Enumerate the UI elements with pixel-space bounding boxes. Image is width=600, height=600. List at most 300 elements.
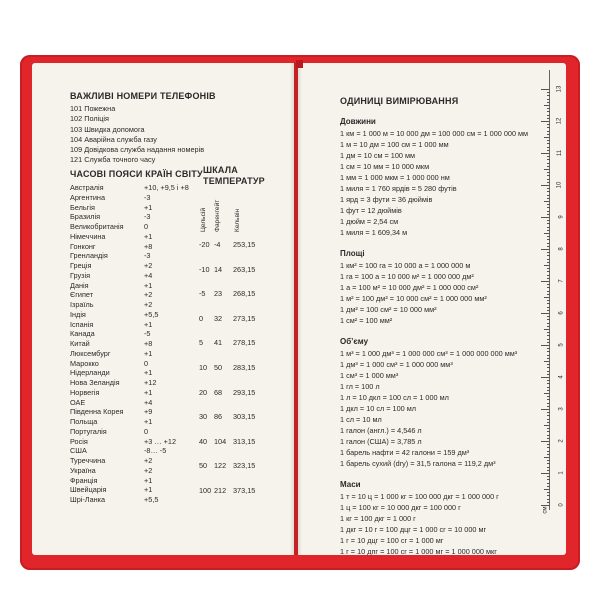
ruler-tick	[547, 102, 551, 103]
ruler-tick	[547, 95, 551, 96]
timezone-offset: +4	[144, 397, 153, 407]
ruler-tick	[547, 451, 551, 452]
timezone-row	[70, 378, 200, 388]
ruler-tick	[547, 115, 551, 116]
temp-kelvin: 323,15	[233, 461, 256, 471]
timezone-country: Україна	[70, 465, 96, 475]
ruler-tick	[547, 470, 551, 471]
ruler-tick	[547, 252, 551, 253]
temp-celsius: 10	[199, 362, 208, 372]
ruler-tick	[547, 319, 551, 320]
units-line: 1 м² = 100 дм² = 10 000 см² = 1 000 000 мм²	[340, 294, 487, 303]
timezone-row	[70, 339, 200, 349]
units-title: ОДИНИЦІ ВИМІРЮВАННЯ	[340, 96, 459, 106]
phone-item: 101 Пожежна	[70, 104, 116, 113]
ruler-tick	[547, 278, 551, 279]
temp-kelvin: 268,15	[233, 289, 256, 299]
timezone-country: Нідерланди	[70, 368, 110, 378]
timezone-row	[70, 300, 200, 310]
temp-kelvin: 253,15	[233, 240, 256, 249]
temp-celsius: 30	[199, 412, 208, 422]
ruler-tick	[547, 243, 551, 244]
timezone-offset: 0	[144, 222, 149, 231]
temp-fahrenheit: 23	[214, 289, 223, 299]
units-line: 1 галон (США) = 3,785 л	[340, 437, 422, 446]
units-section	[340, 337, 528, 470]
units-line: 1 мм = 1 000 мкм = 1 000 000 нм	[340, 173, 450, 182]
timezone-offset: +5,5	[144, 495, 159, 504]
ruler-tick	[547, 223, 551, 224]
ruler-tick	[541, 89, 550, 90]
phone-item: 104 Аварійна служба газу	[70, 134, 157, 144]
ruler-tick	[547, 463, 551, 464]
temperature-row	[199, 265, 259, 290]
units-line: 1 л = 10 дкл = 100 сл = 1 000 мл	[340, 393, 449, 402]
ruler-tick	[541, 345, 550, 346]
units-line: 1 дкг = 10 г = 100 дцг = 1 000 сг = 10 000 мг	[340, 525, 487, 534]
units-line: 1 м³ = 1 000 дм³ = 1 000 000 см³ = 1 000 000 000 мм³	[340, 349, 518, 358]
temp-kelvin: 263,15	[233, 264, 256, 274]
units-line: 1 км² = 100 га = 10 000 а = 1 000 000 м	[340, 261, 471, 270]
timezone-offset: +2	[144, 456, 153, 465]
ruler-tick	[547, 179, 551, 180]
timezone-row	[70, 329, 200, 339]
temp-fahrenheit: 14	[214, 264, 223, 274]
temp-kelvin: 293,15	[233, 387, 256, 397]
ruler-tick	[547, 166, 551, 167]
temp-celsius: 20	[199, 387, 208, 397]
temp-fahrenheit: 122	[214, 461, 227, 471]
temp-fahrenheit: -4	[214, 240, 221, 249]
timezone-offset: +2	[144, 290, 153, 300]
timezone-country: Єгипет	[70, 290, 94, 300]
ruler-tick	[541, 121, 550, 122]
timezones-table	[70, 183, 200, 505]
ruler-tick	[547, 182, 551, 183]
ruler-tick	[547, 428, 551, 429]
timezone-country: Китай	[70, 339, 90, 348]
units-line: 1 миля = 1 760 ярдів = 5 280 футів	[340, 184, 457, 193]
units-line: 1 ц = 100 кг = 10 000 дкг = 100 000 г	[340, 503, 461, 512]
temp-celsius: -5	[199, 289, 206, 299]
ruler-tick	[547, 380, 551, 381]
timezone-country: Ізраїль	[70, 300, 94, 309]
phone-item: 109 Довідкова служба надання номерів	[70, 145, 205, 155]
ruler-tick	[547, 118, 551, 119]
ruler-number: 3	[558, 407, 565, 411]
ruler-tick	[547, 323, 551, 324]
timezone-country: Марокко	[70, 358, 99, 368]
ruler-tick	[544, 105, 550, 106]
ruler-tick	[547, 502, 551, 503]
timezone-offset: +8	[144, 339, 153, 348]
ruler-number: 8	[558, 247, 565, 251]
ruler-tick	[547, 211, 551, 212]
temperature-row	[199, 388, 259, 413]
temperature-table	[199, 240, 259, 511]
ruler-unit: см	[542, 506, 549, 514]
ruler-tick	[541, 281, 550, 282]
timezone-offset: 0	[144, 358, 149, 368]
units-line: 1 дюйм = 2,54 см	[340, 217, 399, 226]
ruler-tick	[547, 371, 551, 372]
units-line: 1 км = 1 000 м = 10 000 дм = 100 000 см = 1 000 000 мм	[340, 129, 529, 138]
ruler-tick	[547, 188, 551, 189]
units-section-title: Площі	[340, 249, 365, 258]
temp-kelvin: 373,15	[233, 485, 256, 495]
ruler-tick	[547, 383, 551, 384]
units-section	[340, 480, 528, 558]
ruler-tick	[547, 214, 551, 215]
ruler-tick	[547, 207, 551, 208]
ruler-tick	[547, 111, 551, 112]
ruler-tick	[547, 147, 551, 148]
timezone-country: Туреччина	[70, 456, 106, 465]
ruler-number: 13	[556, 85, 563, 93]
temp-celsius: 0	[199, 313, 204, 323]
ruler-tick	[544, 425, 550, 426]
units-line: 1 миля = 1 609,34 м	[340, 228, 408, 237]
ruler-tick	[547, 198, 551, 199]
timezone-country: Іспанія	[70, 319, 94, 329]
timezone-offset: -5	[144, 329, 151, 339]
ruler-tick	[547, 492, 551, 493]
ruler-tick	[547, 300, 551, 301]
timezone-offset: +2	[144, 465, 153, 475]
timezone-country: Греція	[70, 261, 92, 270]
temperature-title-line1: ШКАЛА	[203, 165, 238, 175]
ruler-tick	[547, 230, 551, 231]
temp-kelvin: 283,15	[233, 362, 256, 372]
timezone-offset: -3	[144, 212, 151, 222]
timezone-row	[70, 437, 200, 447]
timezone-row	[70, 193, 200, 203]
timezone-country: Бразилія	[70, 212, 101, 222]
ruler-tick	[547, 287, 551, 288]
ruler-tick	[547, 460, 551, 461]
ruler-tick	[547, 374, 551, 375]
ruler-tick	[547, 131, 551, 132]
ruler-tick	[547, 390, 551, 391]
timezone-country: ОАЕ	[70, 397, 86, 407]
ruler-tick	[547, 355, 551, 356]
temp-fahrenheit: 50	[214, 362, 223, 372]
ruler-tick	[547, 262, 551, 263]
units-line: 1 г = 10 дцг = 100 сг = 1 000 мг	[340, 536, 444, 545]
temp-kelvin: 303,15	[233, 412, 256, 422]
timezone-offset: +1	[144, 280, 153, 290]
units-line: 1 а = 100 м² = 10 000 дм² = 1 000 000 см²	[340, 283, 479, 292]
temperature-row	[199, 338, 259, 363]
temp-celsius: -20	[199, 240, 210, 249]
ruler-tick	[541, 185, 550, 186]
ruler-tick	[547, 108, 551, 109]
ruler-tick	[547, 246, 551, 247]
ruler-number: 9	[558, 215, 565, 219]
ruler-tick	[547, 275, 551, 276]
timezone-country: Індія	[70, 309, 86, 319]
units-section-title: Довжини	[340, 117, 376, 126]
ruler-tick	[544, 489, 550, 490]
ruler-tick	[547, 284, 551, 285]
timezone-offset: +1	[144, 485, 153, 495]
units-line: 1 дм = 10 см = 100 мм	[340, 151, 416, 160]
ruler-tick	[547, 294, 551, 295]
timezone-offset: +1	[144, 417, 153, 426]
ruler-tick	[547, 236, 551, 237]
ruler-tick	[541, 377, 550, 378]
ruler-tick	[547, 310, 551, 311]
ruler-tick	[547, 476, 551, 477]
ruler-tick	[547, 134, 551, 135]
ruler-tick	[541, 441, 550, 442]
ruler-tick	[547, 419, 551, 420]
units-line: 1 ярд = 3 фути = 36 дюймів	[340, 195, 433, 204]
timezone-row	[70, 232, 200, 242]
units-section	[340, 117, 528, 239]
timezone-offset: +12	[144, 378, 157, 387]
timezone-row	[70, 281, 200, 291]
ruler-number: 11	[556, 149, 563, 157]
units-line: 1 дкл = 10 сл = 100 мл	[340, 404, 417, 413]
ruler-tick	[547, 367, 551, 368]
ruler-tick	[544, 265, 550, 266]
ruler-tick	[547, 332, 551, 333]
timezone-country: Бельгія	[70, 202, 95, 212]
temperature-row	[199, 486, 259, 511]
timezone-offset: +10, +9,5 і +8	[144, 183, 189, 192]
timezone-row	[70, 407, 200, 417]
temperature-title-line2: ТЕМПЕРАТУР	[203, 175, 265, 186]
ruler-tick	[547, 307, 551, 308]
timezone-offset: +3 … +12	[144, 436, 177, 446]
timezone-row	[70, 271, 200, 281]
ruler-tick	[547, 143, 551, 144]
ruler-tick	[547, 195, 551, 196]
timezone-country: Люксембург	[70, 348, 111, 358]
ruler-tick	[547, 227, 551, 228]
ruler-tick	[541, 249, 550, 250]
ruler-tick	[547, 479, 551, 480]
ruler-tick	[547, 444, 551, 445]
timezone-row	[70, 476, 200, 486]
ruler-tick	[547, 483, 551, 484]
ruler-tick	[547, 358, 551, 359]
temperature-title	[203, 165, 265, 186]
timezone-country: Данія	[70, 280, 89, 290]
ruler-tick	[544, 361, 550, 362]
ruler-tick	[547, 435, 551, 436]
temp-celsius: -10	[199, 264, 210, 274]
units-line: 1 га = 100 а = 10 000 м² = 1 000 000 дм²	[340, 272, 474, 281]
timezone-country: Німеччина	[70, 231, 106, 241]
ruler-tick	[544, 329, 550, 330]
ruler-tick	[544, 137, 550, 138]
ruler-tick	[541, 473, 550, 474]
timezone-row	[70, 320, 200, 330]
ruler-number: 1	[558, 471, 565, 475]
ruler-tick	[547, 124, 551, 125]
ruler-tick	[547, 316, 551, 317]
ruler-tick	[544, 297, 550, 298]
timezone-row	[70, 261, 200, 271]
units-line: 1 сл = 10 мл	[340, 415, 382, 424]
timezone-row	[70, 183, 200, 193]
timezone-row	[70, 495, 200, 505]
temperature-row	[199, 437, 259, 462]
phone-item: 121 Служба точного часу	[70, 155, 156, 165]
ruler-tick	[547, 351, 551, 352]
temp-fahrenheit: 104	[214, 436, 227, 446]
ruler-tick	[547, 499, 551, 500]
units-line: 1 дм³ = 1 000 см³ = 1 000 000 мм³	[340, 360, 453, 369]
temp-fahrenheit: 212	[214, 485, 227, 495]
ruler-tick	[547, 191, 551, 192]
units-line: 1 т = 10 ц = 1 000 кг = 100 000 дкг = 1 000 000 г	[340, 492, 499, 501]
timezone-row	[70, 417, 200, 427]
units-section-title: Об’єму	[340, 337, 369, 346]
timezone-offset: +1	[144, 319, 153, 329]
ruler-tick	[547, 364, 551, 365]
timezone-row	[70, 290, 200, 300]
timezone-row	[70, 222, 200, 232]
ruler-tick	[547, 159, 551, 160]
ruler-number: 4	[558, 375, 565, 379]
ruler-tick	[547, 259, 551, 260]
ruler-tick	[547, 303, 551, 304]
ruler-tick	[547, 415, 551, 416]
temperature-row	[199, 314, 259, 339]
ruler-tick	[547, 271, 551, 272]
ruler-number: 6	[558, 311, 565, 315]
ruler-number: 12	[556, 117, 563, 125]
timezones-title: ЧАСОВІ ПОЯСИ КРАЇН СВІТУ	[70, 169, 203, 179]
units-line: 1 гл = 100 л	[340, 382, 380, 391]
temperature-row	[199, 240, 259, 265]
units-section-title: Маси	[340, 480, 361, 489]
timezone-country: Південна Корея	[70, 407, 124, 417]
ruler-tick	[547, 348, 551, 349]
timezone-row	[70, 466, 200, 476]
timezone-country: Франція	[70, 475, 98, 485]
timezone-row	[70, 427, 200, 437]
timezone-row	[70, 485, 200, 495]
temp-kelvin: 313,15	[233, 436, 256, 446]
ruler-tick	[547, 326, 551, 327]
phones-list	[70, 104, 204, 166]
timezone-offset: -3	[144, 251, 151, 261]
timezone-offset: -8… -5	[144, 446, 167, 456]
timezone-row	[70, 310, 200, 320]
ruler-tick	[547, 387, 551, 388]
ruler-tick	[541, 217, 550, 218]
ruler-tick	[547, 396, 551, 397]
ruler-number: 7	[558, 279, 565, 283]
timezone-row	[70, 456, 200, 466]
timezone-country: Канада	[70, 329, 95, 339]
ruler-number: 2	[558, 439, 565, 443]
timezone-row	[70, 359, 200, 369]
ruler-tick	[541, 153, 550, 154]
units-line: 1 галон (англ.) = 4,546 л	[340, 426, 422, 435]
timezone-country: США	[70, 446, 87, 456]
temp-column-kelvin: Кельвін	[234, 208, 241, 232]
timezone-offset: +1	[144, 231, 153, 241]
timezone-row	[70, 251, 200, 261]
timezone-country: Росія	[70, 436, 88, 446]
temp-column-fahrenheit: Фаренгейт	[214, 199, 221, 232]
timezone-row	[70, 203, 200, 213]
ruler-tick	[547, 467, 551, 468]
timezone-row	[70, 388, 200, 398]
ruler-number: 5	[558, 343, 565, 347]
timezone-offset: +8	[144, 241, 153, 251]
phone-item: 102 Поліція	[70, 114, 109, 124]
ruler-tick	[547, 172, 551, 173]
ruler-tick	[547, 406, 551, 407]
timezone-offset: +1	[144, 387, 153, 397]
timezone-offset: -3	[144, 192, 151, 202]
ruler-tick	[547, 140, 551, 141]
units-line: 1 см² = 100 мм²	[340, 316, 393, 325]
ruler-tick	[544, 169, 550, 170]
ruler-tick	[544, 233, 550, 234]
timezone-offset: +2	[144, 261, 153, 270]
units-line: 1 дм² = 100 см² = 10 000 мм²	[340, 305, 437, 314]
ruler-tick	[547, 127, 551, 128]
temp-celsius: 5	[199, 338, 204, 348]
ruler-tick	[547, 220, 551, 221]
timezone-offset: 0	[144, 426, 149, 436]
book-gutter	[290, 63, 302, 555]
timezone-row	[70, 212, 200, 222]
units-line: 1 барель нафти = 42 галони = 159 дм³	[340, 448, 470, 457]
timezone-country: Аргентина	[70, 192, 106, 202]
units-line: 1 г = 10 дпг = 100 сг = 1 000 мг = 1 000 000 мкг	[340, 547, 497, 556]
ruler-tick	[547, 163, 551, 164]
ruler-tick	[547, 291, 551, 292]
ruler-tick	[547, 239, 551, 240]
timezone-country: Польща	[70, 417, 98, 426]
ruler-tick	[541, 313, 550, 314]
temperature-row	[199, 412, 259, 437]
units-section	[340, 249, 528, 327]
ruler-tick	[541, 409, 550, 410]
timezone-row	[70, 349, 200, 359]
ruler-tick	[544, 201, 550, 202]
bookmark-ribbon	[296, 60, 303, 68]
timezone-country: Шрі-Ланка	[70, 495, 106, 504]
ruler-tick	[547, 156, 551, 157]
ruler-tick	[544, 393, 550, 394]
temperature-row	[199, 363, 259, 388]
timezone-offset: +4	[144, 270, 153, 280]
phones-title: ВАЖЛИВІ НОМЕРИ ТЕЛЕФОНІВ	[70, 91, 216, 101]
ruler-tick	[547, 495, 551, 496]
temp-celsius: 50	[199, 461, 208, 471]
ruler-tick	[547, 335, 551, 336]
temp-fahrenheit: 68	[214, 387, 223, 397]
ruler-tick	[547, 342, 551, 343]
ruler-tick	[547, 403, 551, 404]
ruler-tick	[547, 268, 551, 269]
temp-celsius: 40	[199, 436, 208, 446]
ruler-tick	[547, 431, 551, 432]
ruler-tick	[547, 486, 551, 487]
ruler-tick	[547, 447, 551, 448]
timezone-country: Гонконг	[70, 241, 96, 251]
ruler-tick	[547, 454, 551, 455]
